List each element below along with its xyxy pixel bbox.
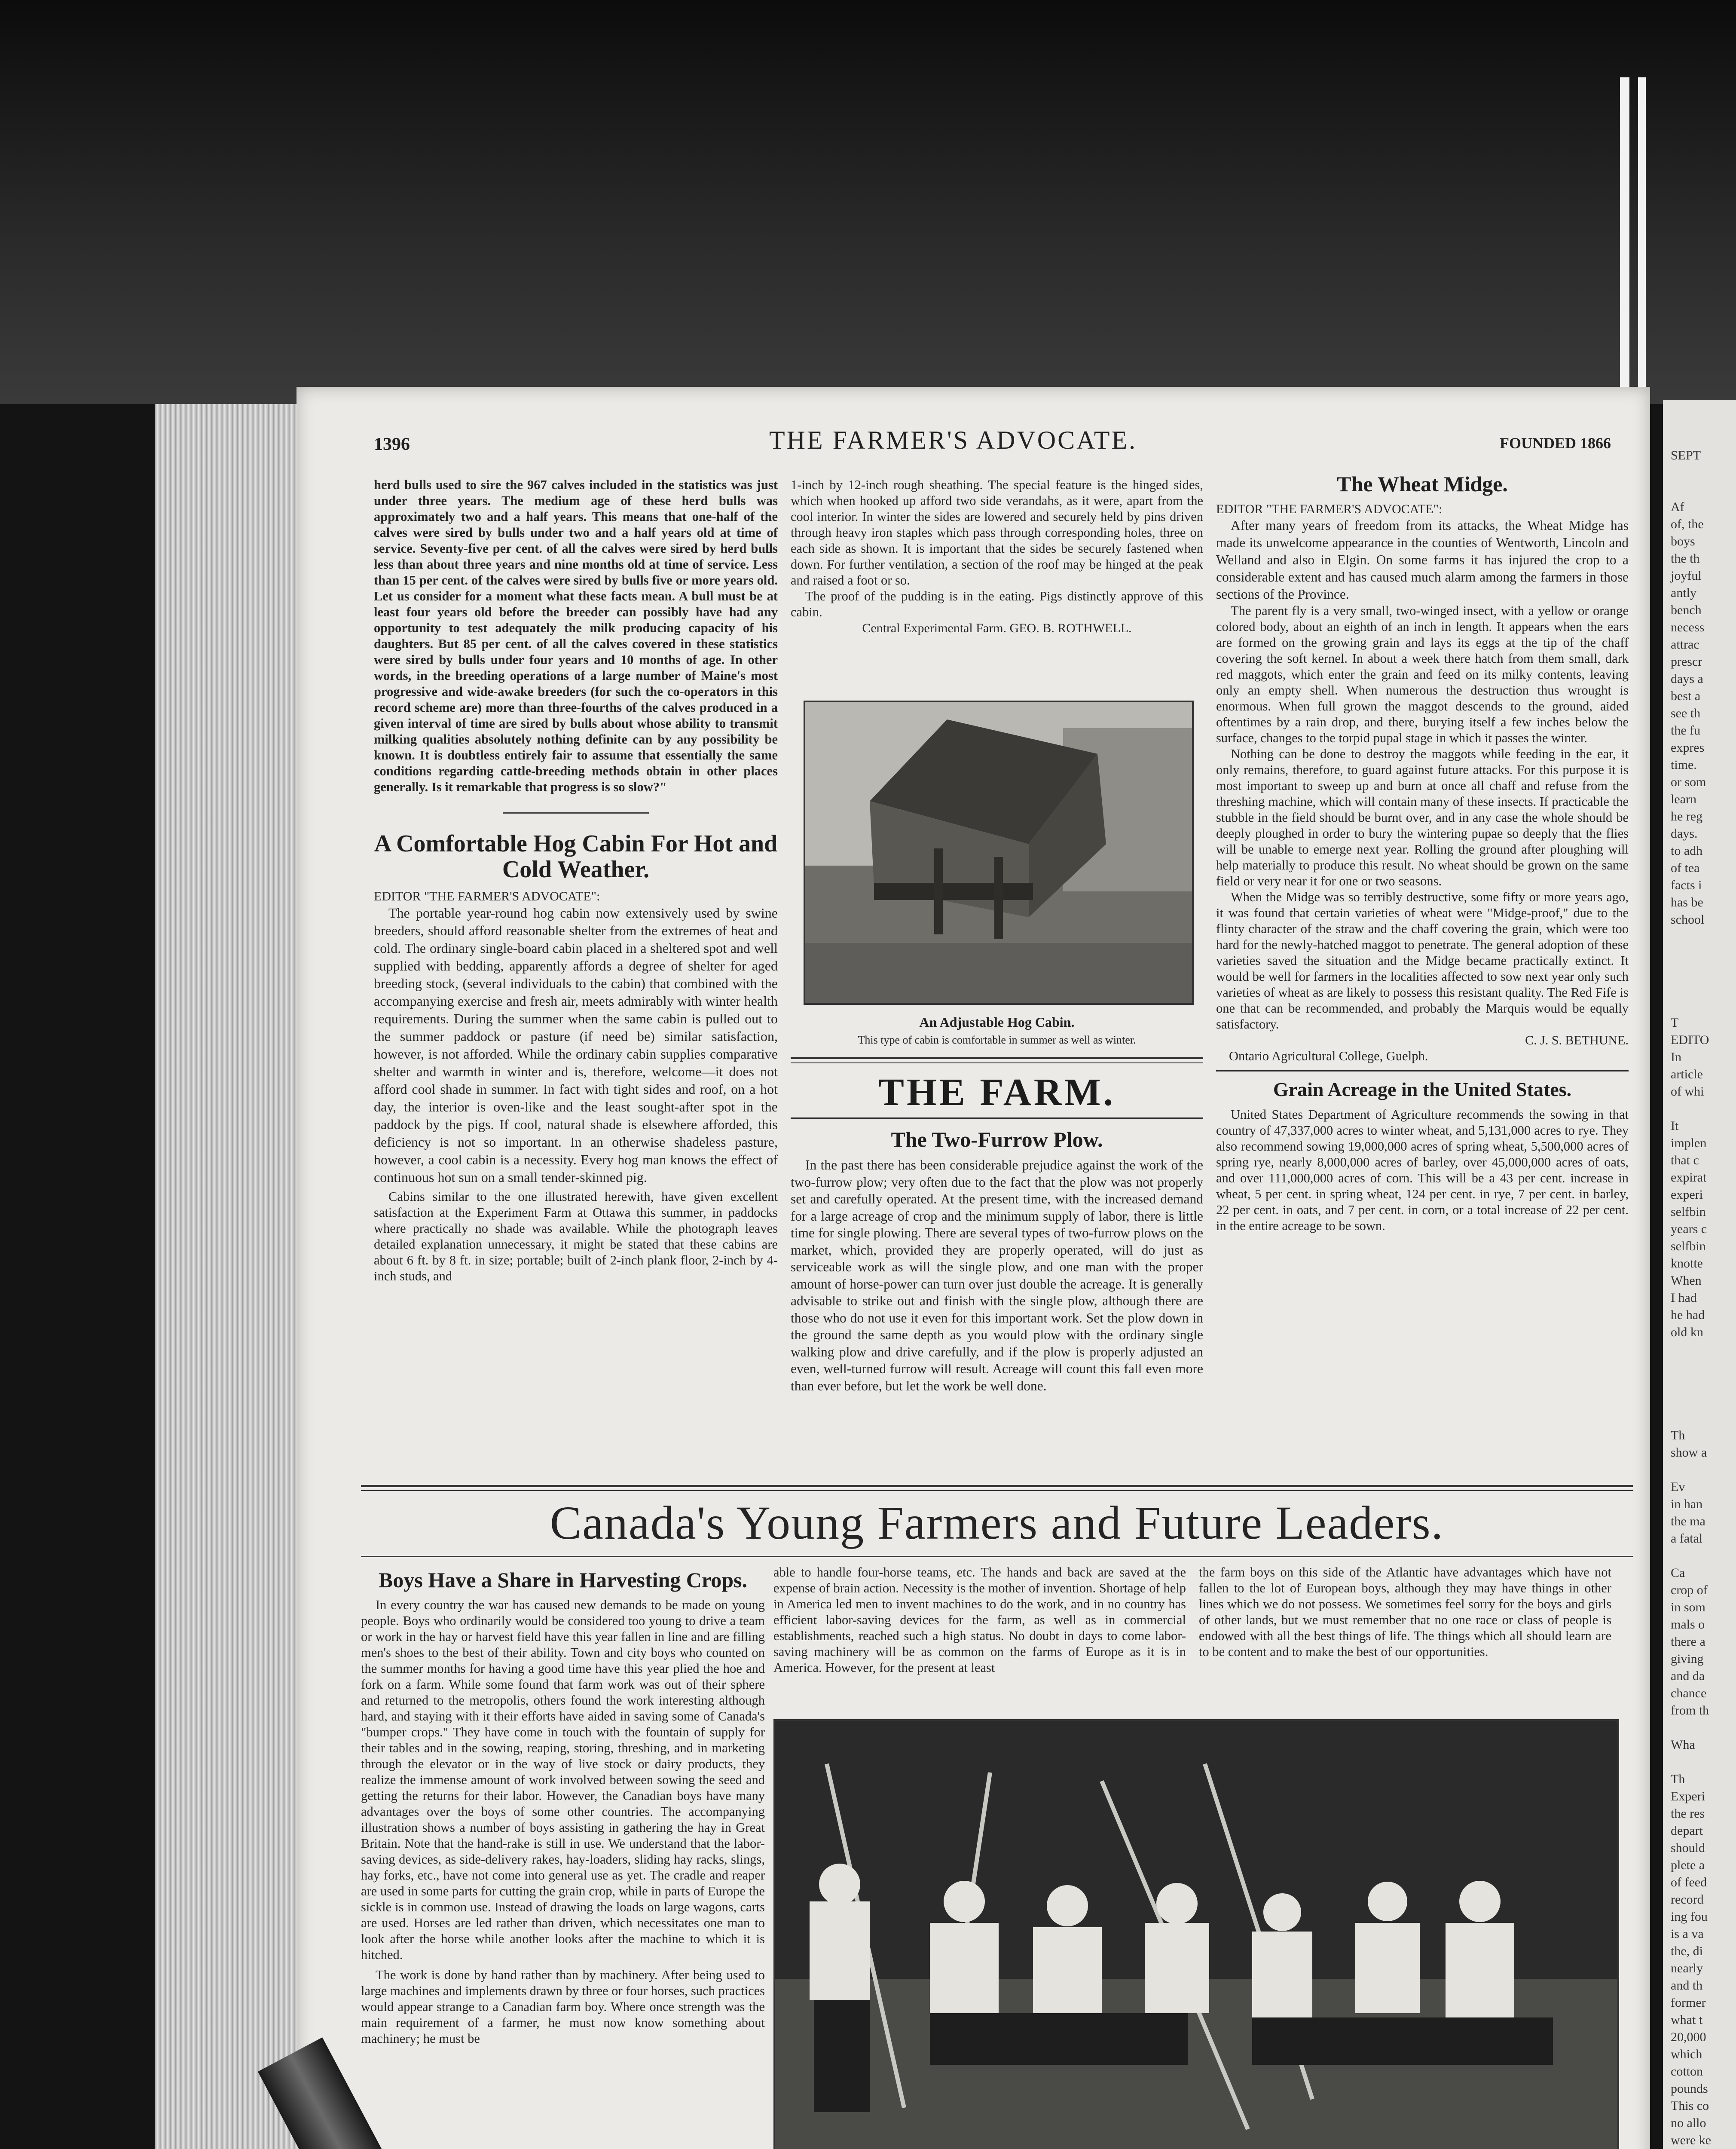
adjacent-page-line: no allo [1671,2116,1706,2130]
adjacent-page-line: EDITO [1671,1033,1709,1047]
adjacent-page-line: from th [1671,1703,1709,1717]
adjacent-page-line: Wha [1671,1738,1695,1752]
adjacent-page-line [1663,1461,1736,1479]
divider [361,1485,1633,1487]
adjacent-page-line: of tea [1671,861,1700,875]
adjacent-page-line: Af [1671,500,1684,514]
hog-cabin-pudding: The proof of the pudding is in the eating. Pigs distinctly approve of this cabin. [791,589,1203,619]
adjacent-page-line: joyful [1671,569,1702,583]
adjacent-page-line [1663,1375,1736,1393]
adjacent-page-line: prescr [1671,655,1702,669]
adjacent-page-line: plete a [1671,1858,1705,1872]
adjacent-page-line: In [1671,1050,1681,1064]
adjacent-page-line: the th [1671,551,1700,566]
adjacent-page-line: ing fou [1671,1910,1708,1924]
adjacent-page-line [1663,928,1736,946]
adjacent-page-line: days a [1671,672,1703,686]
adjacent-page-line: time. [1671,758,1697,772]
adjacent-page-line: Experi [1671,1789,1705,1803]
adjacent-page-line: T [1671,1016,1679,1030]
boys-column-3-text: the farm boys on this side of the Atlantic have advantages which have not fallen to the lot of European boys, although they may have things in other lines which we do not possess. We sometimes feel sorry for the boys and girls of other lands, but we must remember that no one race or class of people is endowed with all the best things of life. The things which all should learn are to be content and to make the best of our opportunities. [1199,1565,1611,1659]
adjacent-page-fragment [1663,400,1736,2149]
adjacent-page-line: that c [1671,1153,1699,1167]
wheat-midge-title: The Wheat Midge. [1337,472,1508,496]
herd-bulls-text: herd bulls used to sire the 967 calves included in the statistics was just under three years. The medium age of these herd bulls was approximately two and a half years. This means that one-half of the calves were sired by bulls under two and a half years old at time of service. Seventy-five per cent. of all the calves were sired by herd bulls less than about three years and nine months old at time of service. Less than 15 per cent. of the calves were sired by bulls five or more years old. Let us consider for a moment what these facts mean. A bull must be at least four years old before the breeder can possibly have had any opportunity to test adequately the milk producing capacity of his daughters. But 85 per cent. of all the calves covered in these statistics were sired by bulls under four years and 10 months of age. In other words, in the breeding operations of a large number of Maine's most progressive and wide-awake breeders (for such the co-operators in this record scheme are) more than three-fourths of the calves produced in a given interval of time are sired by bulls about whose ability to transmit milking qualities absolutely nothing definite can by any possibility be known. It is doubtless entirely fair to assume that essentially the same conditions regarding cattle-breeding methods obtain in other places generally. Is it remarkable that progress is so slow?" [374,478,778,794]
plow-text: In the past there has been considerable prejudice against the work of the two-furrow plow; very often due to the fact that the plow was not properly set and carefully operated. At the present time, with the increased demand for a large acreage of crop and the minimum supply of labor, there is little time for single plowing. There are several types of two-furrow plows on the market, which, provided they are properly operated, will do just as serviceable work as will the single plow, and one man with the proper amount of horse-power can turn over just double the acreage. It is generally advisable to strike out and finish with the single plow, although there are those who do not use it even for this important work. Set the plow down in the ground the same depth as you would plow with the ordinary single walking plow and drive carefully, and if the plow is properly adjusted an even, well-turned furrow will result. Acreage will count this fall even more than ever before, but let the work be well done. [791,1157,1203,1393]
adjacent-page-line: which [1671,2047,1702,2061]
adjacent-page-line: It [1671,1119,1679,1133]
page-number: 1396 [374,435,410,454]
adjacent-page-line: days. [1671,827,1698,841]
adjacent-page-line: in som [1671,1600,1705,1614]
newspaper-page [296,387,1650,2149]
midge-paragraph-2: The parent fly is a very small, two-winged insect, with a yellow or orange colored body, about an eighth of an inch in length. It appears when the ears are formed on the growing grain and lays its eggs at the tip of the chaff covering the soft kernel. In about a week there hatch from them small, dark red maggots, which enter the grain and feed on its milky contents, leaving only an empty shell. When numerous the destruction thus wrought is enormous. When full grown the maggot descends to the ground, aided oftentimes by a rain drop, and there, burying itself a few inches below the surface, changes to the torpid pupal stage in which it passes the winter. [1216,603,1629,745]
boys-column-3 [1199,1564,1611,1706]
adjacent-page-line [1663,980,1736,997]
adjacent-page-line: a fatal [1671,1531,1703,1546]
founded-note: FOUNDED 1866 [1500,435,1611,452]
divider [791,1057,1203,1059]
boys-column-1 [361,1564,765,2149]
adjacent-page-line: what t [1671,2013,1703,2027]
adjacent-page-line: When [1671,1273,1702,1288]
adjacent-page-line: crop of [1671,1583,1708,1597]
adjacent-page-line: giving [1671,1652,1704,1666]
adjacent-page-line: of whi [1671,1084,1704,1099]
adjacent-page-line: school [1671,912,1705,927]
adjacent-page-line: article [1671,1067,1703,1081]
adjacent-page-line: facts i [1671,878,1702,892]
adjacent-page-line: attrac [1671,637,1699,652]
divider [503,812,649,814]
adjacent-page-line: bench [1671,603,1702,617]
adjacent-page-line: This co [1671,2099,1709,2113]
adjacent-page-line: years c [1671,1222,1707,1236]
adjacent-page-line: 20,000 [1671,2030,1706,2044]
adjacent-page-line: experi [1671,1188,1703,1202]
section-title-the-farm: THE FARM. [878,1071,1116,1114]
divider [361,1490,1633,1491]
adjacent-page-line: the fu [1671,723,1701,738]
adjacent-page-line: is a va [1671,1927,1704,1941]
column-1 [374,477,778,1448]
adjacent-page-line: record [1671,1892,1704,1907]
hog-cabin-paragraph-2: Cabins similar to the one illustrated herewith, have given excellent satisfaction at the Experiment Farm at Ottawa this summer, in paddocks where practically no shade was available. While the photograph leaves detailed explanation unnecessary, it might be stated that these cabins are about 6 ft. by 8 ft. in size; portable; built of 2-inch plank floor, 2-inch by 4-inch studs, and [374,1189,778,1283]
adjacent-page-line: expres [1671,741,1705,755]
masthead: THE FARMER'S ADVOCATE. [769,426,1137,454]
adjacent-page-line: show a [1671,1445,1707,1460]
divider [361,1556,1633,1557]
section-banner: Canada's Young Farmers and Future Leaders. [550,1497,1444,1549]
adjacent-page-line [1663,946,1736,963]
adjacent-page-line: SEPT [1671,448,1701,462]
divider [1216,1070,1629,1071]
editor-line: EDITOR "THE FARMER'S ADVOCATE": [1216,502,1443,516]
hog-cabin-illustration [805,702,1192,1003]
hog-cabin-title: A Comfortable Hog Cabin For Hot and Cold Weather. [374,830,778,883]
adjacent-page-line [1663,963,1736,980]
adjacent-page-line: expirat [1671,1170,1707,1185]
adjacent-page-line: old kn [1671,1325,1703,1339]
adjacent-page-line [1663,1754,1736,1771]
adjacent-page-line: I had [1671,1291,1697,1305]
divider [791,1062,1203,1063]
hog-cabin-caption-title: An Adjustable Hog Cabin. [919,1014,1075,1030]
adjacent-page-line: there a [1671,1635,1705,1649]
adjacent-page-line: in han [1671,1497,1703,1511]
adjacent-page-line: pounds [1671,2082,1708,2096]
adjacent-page-text [1663,400,1736,2149]
adjacent-page-line: and th [1671,1978,1703,1993]
adjacent-page-line: chance [1671,1686,1707,1700]
adjacent-page-line [1663,1719,1736,1736]
adjacent-page-line: best a [1671,689,1701,703]
adjacent-page-line: the res [1671,1806,1705,1821]
adjacent-page-line: nearly [1671,1961,1703,1975]
adjacent-page-line: of feed [1671,1875,1707,1889]
adjacent-page-line: should [1671,1841,1705,1855]
adjacent-page-line [1663,1358,1736,1375]
adjacent-page-line: to adh [1671,844,1703,858]
school-boys-photo [773,1719,1619,2149]
adjacent-page-line: he reg [1671,809,1703,823]
adjacent-page-line: or som [1671,775,1706,789]
adjacent-page-line: of, the [1671,517,1704,531]
adjacent-page-line: mals o [1671,1617,1705,1632]
adjacent-page-line [1663,1341,1736,1358]
midge-paragraph-3: Nothing can be done to destroy the maggots while feeding in the ear, it only remains, therefore, to guard against future attacks. For this purpose it is most important to sweep up and burn at once all chaff and refuse from the threshing machine, which will contain many of these insects. If practicable the stubble in the field should be burnt over, and in any case the whole should be deeply ploughed in order to bury the wintering pupae so deeply that the flies will be unable to emerge next year. Rolling the ground after ploughing will help materially to produce this result. No wheat should be grown on the same field or very near it for one or two seasons. [1216,747,1629,888]
plow-article [791,1124,1203,1476]
adjacent-page-line: necess [1671,620,1705,634]
adjacent-page-line: former [1671,1996,1706,2010]
hog-cabin-paragraph-1: The portable year-round hog cabin now extensively used by swine breeders, should afford reasonable shelter from the extremes of heat and cold. The ordinary single-board cabin placed in a sheltered spot and well supplied with bedding, apparently affords a degree of shelter for aged breeding stock, (several individuals to the cabin) that combined with the accompanying exercise and fresh air, meets admirably with winter health requirements. During the summer when the same cabin is pulled out to the summer paddock or pasture (if need be) similar satisfaction, however, is not afforded. While the ordinary cabin supplies comparative shelter and warmth in winter and is, therefore, welcome—it does not afford cool shade in summer. In fact with tight sides and roof, on a hot day, the interior is oven-like and the least sought-after spot in the paddock by the pigs. If cool, natural shade is elsewhere afforded, this deficiency is not so important. In an otherwise shadeless pasture, however, a cool cabin is a necessity. Every hog man knows the effect of continuous hot sun on a small tender-skinned pig. [374,905,778,1185]
adjacent-page-line: see th [1671,706,1701,720]
scanner-light-bar [1638,77,1646,395]
boys-paragraph-2: The work is done by hand rather than by machinery. After being used to large machines and implements drawn by three or four horses, such practices would appear strange to a Canadian farm boy. Where once strength was the main requirement of a farmer, he must now know something about machinery; he must be [361,1968,765,2046]
signature-bethune: C. J. S. BETHUNE. [1525,1033,1629,1047]
school-boys-illustration [775,1721,1617,2149]
adjacent-page-line: Th [1671,1428,1685,1442]
hog-cabin-continued: 1-inch by 12-inch rough sheathing. The special feature is the hinged sides, which when hooked up afford two side verandahs, as it were, apart from the cool interior. In winter the sides are lowered and securely held by pins driven through heavy iron staples which pass through corresponding holes, three on each side as shown. It is important that the sides be securely fastened when down. For further ventilation, a section of the roof may be hinged at the peak and raised a foot or so. [791,478,1203,588]
hog-cabin-photo [804,701,1194,1005]
adjacent-page-line: Ca [1671,1566,1685,1580]
boys-paragraph-1: In every country the war has caused new demands to be made on young people. Boys who ordinarily would be considered too young to drive a team or work in the hay or harvest field have this year fallen in line and are filling men's shoes to the best of their ability. Town and city boys who counted on the summer months for having a good time have this year plied the hoe and fork on a farm. While some found that farm work was out of their sphere and returned to the metropolis, others found the work interesting although hard, and staying with it their efforts have aided in saving some of Canada's "bumper crops." They have come in touch with the fountain of supply for their tables and in the sowing, reaping, storing, threshing, and in marketing through the elevator or in the way of live stock or dairy products, they realize the immense amount of work involved between sowing the seed and getting the returns for their labor. However, the Canadian boys have many advantages over the boys of some other countries. The accompanying illustration shows a number of boys assisting in gathering the hay in Great Britain. Note that the hand-rake is still in use. We understand that the labor-saving devices, as side-delivery rakes, hay-loaders, sliding hay racks, slings, hay forks, etc., have not come into general use as yet. The cradle and reaper are used in some parts for cutting the grain crop, while in parts of Europe the sickle is in common use. Instead of drawing the loads on large wagons, carts are used. Horses are led rather than driven, which necessitates one man to look after the horse while another looks after the machine to which it is hitched. [361,1598,765,1962]
adjacent-page-line [1663,1410,1736,1427]
adjacent-page-line: the, di [1671,1944,1703,1958]
adjacent-page-line: depart [1671,1824,1703,1838]
adjacent-page-line: he had [1671,1308,1705,1322]
adjacent-page-line: were ke [1671,2133,1712,2147]
adjacent-page-line: boys [1671,534,1695,548]
adjacent-page-line: Th [1671,1772,1685,1786]
adjacent-page-line: selfbin [1671,1239,1706,1253]
adjacent-page-line: knotte [1671,1256,1703,1270]
grain-acreage-title: Grain Acreage in the United States. [1273,1078,1572,1100]
column-3 [1216,468,1629,1474]
adjacent-page-line: has be [1671,895,1703,909]
adjacent-page-line: and da [1671,1669,1705,1683]
adjacent-page-line: selfbin [1671,1205,1706,1219]
adjacent-page-line: antly [1671,586,1696,600]
adjacent-page-line [1663,464,1736,481]
adjacent-page-line [1663,997,1736,1014]
boys-article-title: Boys Have a Share in Harvesting Crops. [379,1568,747,1592]
midge-paragraph-4: When the Midge was so terribly destructive, some fifty or more years ago, it was found that certain varieties of wheat were "Midge-proof," due to the flinty character of the straw and the chaff covering the grain, which were too hard for the newly-hatched maggot to penetrate. The general adoption of these varieties saved the situation and the Midge became practically extinct. It would be well for farmers in the localities affected to sow next year only such varieties of wheat as are likely to possess this resistant quality. The Red Fife is one that can be recommended, and probably the Marquis would be equally satisfactory. [1216,890,1629,1032]
adjacent-page-line [1663,481,1736,499]
boys-column-2 [773,1564,1186,1706]
editor-line: EDITOR "THE FARMER'S ADVOCATE": [374,889,600,903]
adjacent-page-line [1663,1393,1736,1410]
adjacent-page-line: the ma [1671,1514,1705,1528]
adjacent-page-line [1663,1100,1736,1117]
adjacent-page-line [1663,1547,1736,1564]
boys-column-2-text: able to handle four-horse teams, etc. The hands and back are saved at the expense of brain action. Necessity is the mother of invention. Shortage of help in America led men to invent machines to do the work, and in no country has efficient labor-saving devices for the farm, as well as in commercial establishments, reached such a high status. No doubt in days to come labor-saving machinery will be as common on the farms of Europe as it is in America. However, for the present at least [773,1565,1186,1675]
divider [791,1117,1203,1119]
grain-acreage-text: United States Department of Agriculture recommends the sowing in that country of 47,337,000 acres to winter wheat, and 5,131,000 acres to rye. They also recommend sowing 19,000,000 acres of spring wheat, 5,500,000 acres of spring rye, nearly 8,000,000 acres of barley, over 45,000,000 acres of oats, and over 111,000,000 acres of corn. This will be a 43 per cent. increase in wheat, 5 per cent. in spring wheat, 124 per cent. in rye, 7 per cent. in barley, 22 per cent. in oats, and 7 per cent. in corn, or a total increase of 22 per cent. in the entire acreage to be sown. [1216,1107,1629,1233]
adjacent-page-line: cotton [1671,2064,1703,2079]
midge-paragraph-1: After many years of freedom from its attacks, the Wheat Midge has made its unwelcome appearance in the counties of Wentworth, Lincoln and Welland and also in Elgin. On some farms it has injured the crop to a considerable extent and has caused much alarm among the farmers in those sections of the Province. [1216,518,1629,602]
adjacent-page-line: implen [1671,1136,1707,1150]
scanner-background-top [0,0,1736,404]
signature-affiliation: Ontario Agricultural College, Guelph. [1229,1049,1428,1063]
signature-rothwell: Central Experimental Farm. GEO. B. ROTHWELL. [862,621,1132,635]
adjacent-page-line: learn [1671,792,1696,806]
hog-cabin-caption-sub: This type of cabin is comfortable in summer as well as winter. [858,1034,1136,1046]
plow-title: The Two-Furrow Plow. [891,1127,1103,1151]
adjacent-page-line: Ev [1671,1480,1685,1494]
scanner-light-bar [1620,77,1629,395]
book-page-edges [155,404,296,2149]
